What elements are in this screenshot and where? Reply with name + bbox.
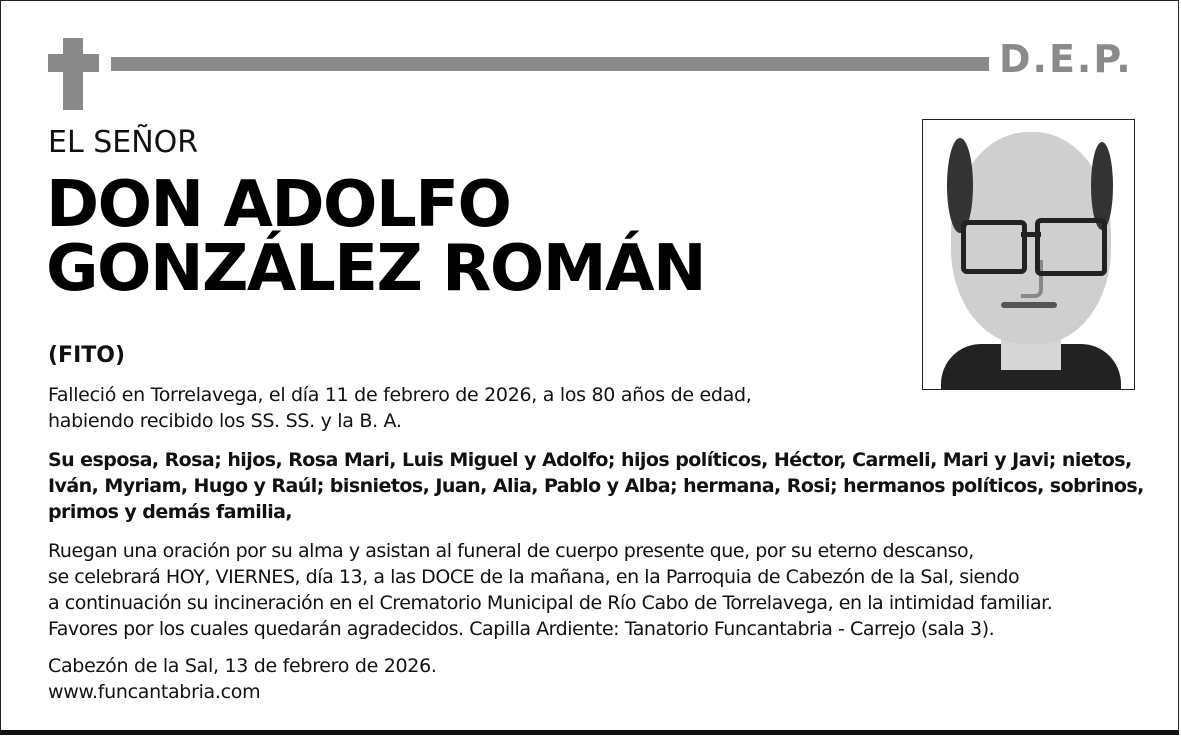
- subtitle: EL SEÑOR: [48, 125, 199, 160]
- family-line: primos y demás familia,: [48, 501, 293, 523]
- funeral-line: se celebrará HOY, VIERNES, día 13, a las DOCE de la mañana, en la Parroquia de Cabezón de la Sal, siendo: [48, 566, 1020, 588]
- header-rule: [111, 57, 989, 71]
- funeral-line: Ruegan una oración por su alma y asistan al funeral de cuerpo presente que, por su eterno descanso,: [48, 540, 974, 562]
- death-notice-line: Falleció en Torrelavega, el día 11 de febrero de 2026, a los 80 años de edad,: [48, 384, 752, 406]
- name-line-2: GONZÁLEZ ROMÁN: [46, 232, 706, 306]
- name-line-1: DON ADOLFO: [46, 168, 511, 242]
- death-notice: [48, 382, 751, 434]
- family-line: Iván, Myriam, Hugo y Raúl; bisnietos, Juan, Alia, Pablo y Alba; hermana, Rosi; hermanos políticos, sobrinos,: [48, 475, 1144, 497]
- funeral-line: a continuación su incineración en el Crematorio Municipal de Río Cabo de Torrelavega, en la intimidad familiar.: [48, 592, 1053, 614]
- nickname: (FITO): [48, 343, 126, 368]
- family-line: Su esposa, Rosa; hijos, Rosa Mari, Luis Miguel y Adolfo; hijos políticos, Héctor, Carmeli, Mari y Javi; nietos,: [48, 449, 1132, 471]
- dep-label: D.E.P.: [999, 37, 1133, 81]
- death-notice-line: habiendo recibido los SS. SS. y la B. A.: [48, 410, 402, 432]
- funeral-line: Favores por los cuales quedarán agradecidos. Capilla Ardiente: Tanatorio Funcantabria - Carrejo (sala 3).: [48, 618, 995, 640]
- portrait-photo: [922, 119, 1135, 390]
- website-link[interactable]: www.funcantabria.com: [48, 681, 261, 703]
- family-list: [48, 447, 1144, 525]
- footer: [48, 653, 437, 705]
- funeral-details: [48, 538, 1052, 642]
- deceased-name: [46, 168, 706, 306]
- place-date: Cabezón de la Sal, 13 de febrero de 2026.: [48, 655, 437, 677]
